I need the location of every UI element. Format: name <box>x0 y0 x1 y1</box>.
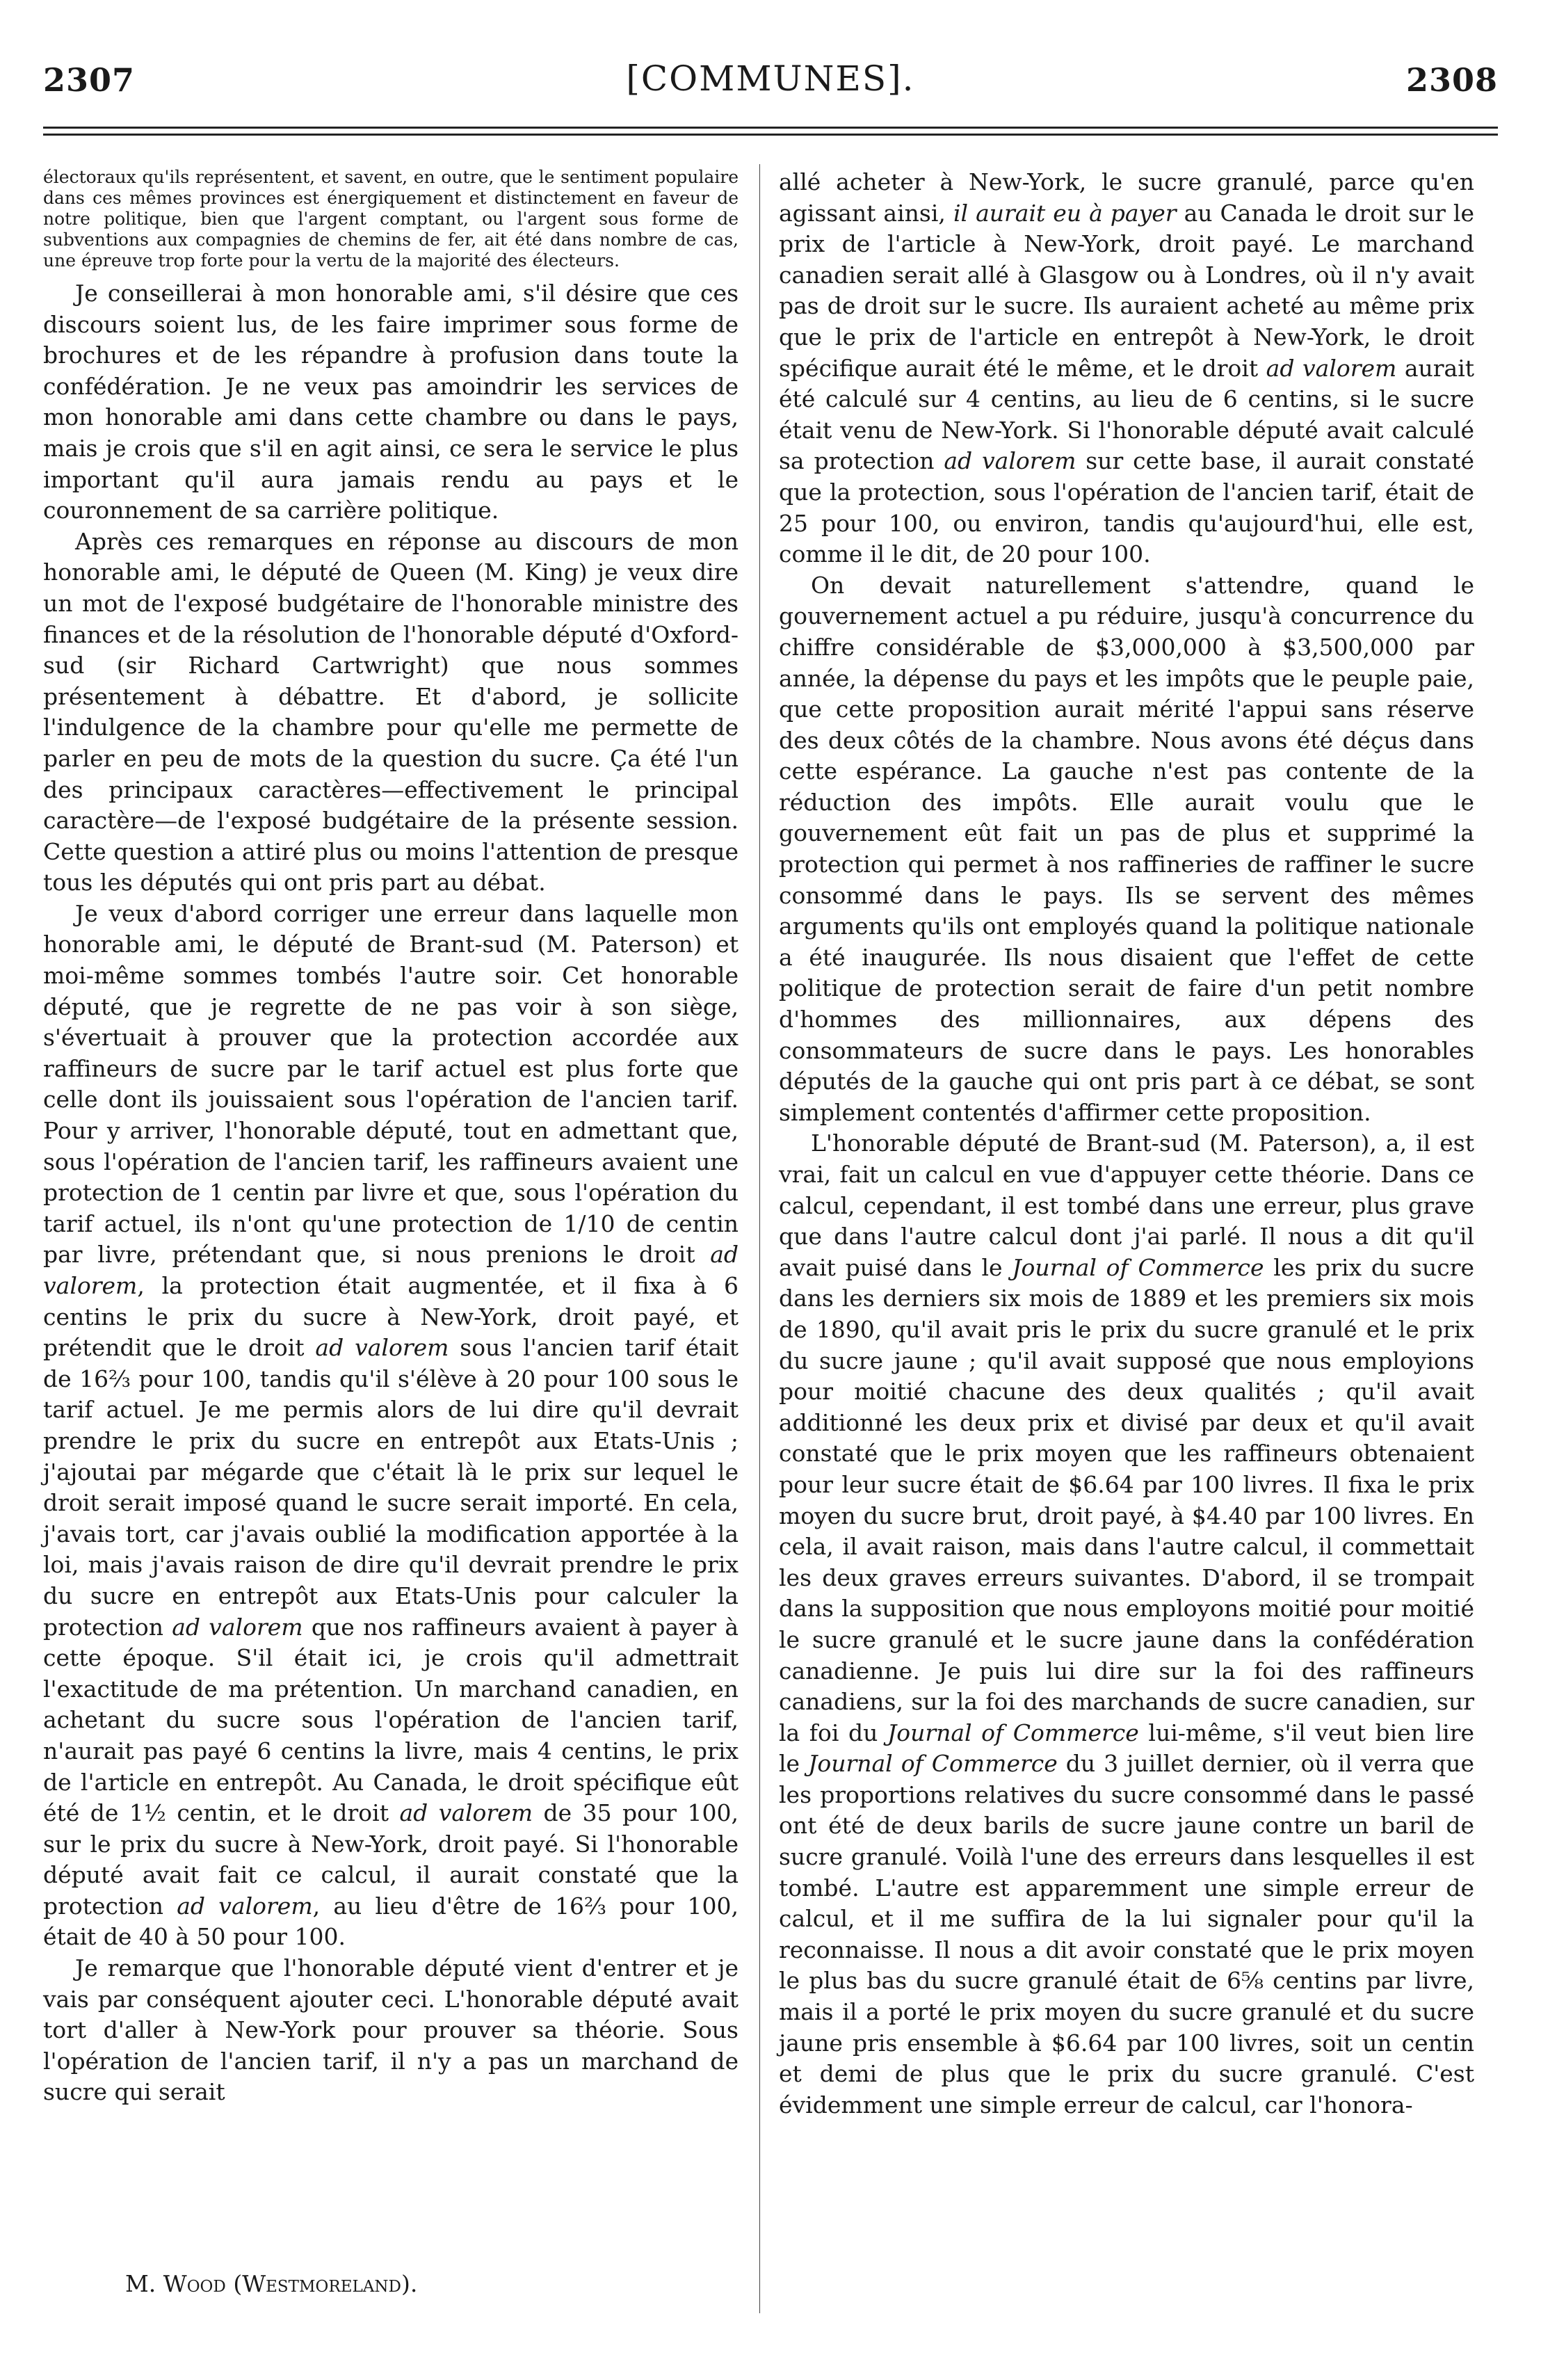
right-column <box>779 167 1474 2121</box>
text-run: du 3 juillet dernier, où il verra que les proportions relatives du sucre consommé dans le passé ont été de deux barils de sucre jaune contre un baril de sucre granulé. Voilà l'une des erreurs dans lesquelles il est tombé. L'autre est apparemment une simple erreur de calcul, et il me suffira de la lui signaler pour qu'il la reconnaisse. Il nous a dit avoir constaté que le prix moyen le plus bas du sucre granulé était de 6⅝ centins par livre, mais il a porté le prix moyen du sucre granulé et du sucre jaune pris ensemble à $6.64 par 100 livres, soit un centin et demi de plus que le prix du sucre granulé. C'est évidemment une simple erreur de calcul, car l'honora- <box>779 1750 1474 2118</box>
italic-term: Journal of Commerce <box>887 1719 1139 1746</box>
quoted-passage: électoraux qu'ils représentent, et savent, en outre, que le sentiment populaire dans ces mêmes provinces est énergiquement et distinctement en faveur de notre politique, bien que l'argent comptant, ou l'argent sous forme de subventions aux compagnies de chemins de fer, ait été dans nombre de cas, une épreuve trop forte pour la vertu de la majorité des électeurs. <box>43 167 739 271</box>
text-run: les prix du sucre dans les derniers six mois de 1889 et les premiers six mois de 1890, qu'il avait pris le prix du sucre granulé et le prix du sucre jaune ; qu'il avait supposé que nous employions pour moitié chacune des deux qualités ; qu'il avait additionné les deux prix et divisé par deux et qu'il avait constaté que le prix moyen que les raffineurs obtenaient pour leur sucre était de $6.64 par 100 livres. Il fixa le prix moyen du sucre brut, droit payé, à $4.40 par 100 livres. En cela, il avait raison, mais dans l'autre calcul, il commettait les deux graves erreurs suivantes. D'abord, il se trompait dans la supposition que nous employons moitié pour moitié le sucre granulé et le sucre jaune dans la confédération canadienne. Je puis lui dire sur la foi des raffineurs canadiens, sur la foi des marchands de sucre canadien, sur la foi du <box>779 1253 1474 1746</box>
text-run: , au lieu d'être de 16⅔ pour 100, était de 40 à 50 pour 100. <box>43 1892 739 1951</box>
paragraph <box>43 899 739 1953</box>
speaker-name: M. Wood (Westmoreland). <box>125 2270 418 2297</box>
paragraph: Après ces remarques en réponse au discours de mon honorable ami, le député de Queen (M. King) je veux dire un mot de l'exposé budgétaire de l'honorable ministre des finances et de la résolution de l'honorable député d'Oxford-sud (sir Richard Cartwright) que nous sommes présentement à débattre. Et d'abord, je sollicite l'indulgence de la chambre pour qu'elle me permette de parler en peu de mots de la question du sucre. Ça été l'un des principaux caractères—effectivement le principal caractère—de l'exposé budgétaire de la présente session. Cette question a attiré plus ou moins l'attention de presque tous les députés qui ont pris part au débat. <box>43 527 739 896</box>
header-rule-top <box>43 127 1498 129</box>
text-run: L'honorable député de Brant-sud (M. Paterson), a, il est vrai, fait un calcul en vue d'appuyer cette théorie. Dans ce calcul, cependant, il est tombé dans une erreur, plus grave que dans l'autre calcul dont j'ai parlé. Il nous a dit qu'il avait puisé dans le <box>779 1129 1474 1281</box>
paragraph: Je conseillerai à mon honorable ami, s'il désire que ces discours soient lus, de les faire imprimer sous forme de brochures et de les répandre à profusion dans toute la confédération. Je ne veux pas amoindrir les services de mon honorable ami dans cette chambre ou dans le pays, mais je crois que s'il en agit ainsi, ce sera le service le plus important qu'il aura jamais rendu au pays et le couronnement de sa carrière politique. <box>43 280 739 524</box>
paragraph: On devait naturellement s'attendre, quand le gouvernement actuel a pu réduire, jusqu'à concurrence du chiffre considérable de $3,000,000 à $3,500,000 par année, la dépense du pays et les impôts que le peuple paie, que cette proposition aurait mérité l'appui sans réserve des deux côtés de la chambre. Nous avons été déçus dans cette espérance. La gauche n'est pas contente de la réduction des impôts. Elle aurait voulu que le gouvernement eût fait un pas de plus et supprimé la protection qui permet à nos raffineries de raffiner le sucre consommé dans le pays. Ils se servent des mêmes arguments qu'ils ont employés quand la politique nationale a été inaugurée. Ils nous disaient que l'effet de cette politique de protection serait de faire d'un petit nombre d'hommes des millionnaires, aux dépens des consommateurs de sucre dans le pays. Les honorables députés de la gauche qui ont pris part à ce débat, se sont simplement contentés d'affirmer cette proposition. <box>779 571 1474 1126</box>
paragraph <box>779 167 1474 570</box>
text-run: lui-même, s'il veut bien lire le <box>779 1719 1475 1778</box>
text-run: allé acheter à New-York, le sucre granulé, parce qu'en agissant ainsi, <box>779 168 1474 227</box>
text-run: Je veux d'abord corriger une erreur dans laquelle mon honorable ami, le député de Brant-sud (M. Paterson) et moi-même sommes tombés l'autre soir. Cet honorable député, que je regrette de ne pas voir à son siège, s'évertuait à prouver que la protection accordée aux raffineurs de sucre par le tarif actuel est plus forte que celle dont ils jouissaient sous l'opération de l'ancien tarif. Pour y arriver, l'honorable député, tout en admettant que, sous l'opération de l'ancien tarif, les raffineurs avaient une protection de 1 centin par livre et que, sous l'opération du tarif actuel, ils n'ont qu'une protection de <box>43 899 739 1237</box>
text-run: de 35 pour 100, sur le prix du sucre à New-York, droit payé. Si l'honorable député avait fait ce calcul, il aurait constaté que la protection <box>43 1799 739 1920</box>
column-divider <box>759 164 760 2313</box>
text-run: au Canada le droit sur le prix de l'article à New-York, droit payé. Le marchand canadien serait allé à Glasgow ou à Londres, où il n'y avait pas de droit sur le sucre. Ils auraient acheté au même prix que le prix de l'article en entrepôt à New-York, le droit spécifique aurait été le même, et le droit <box>779 199 1474 382</box>
left-column <box>43 167 739 2108</box>
page-number-right: 2308 <box>1405 61 1498 99</box>
page-number-left: 2307 <box>43 61 136 99</box>
italic-term: ad valorem <box>177 1892 313 1920</box>
paragraph: Je remarque que l'honorable député vient d'entrer et je vais par conséquent ajouter ceci. L'honorable député avait tort d'aller à New-York pour prouver sa théorie. Sous l'opération de l'ancien tarif, il n'y a pas un marchand de sucre qui serait <box>43 1954 739 2106</box>
text-run: , la protection était augmentée, et il fixa à 6 centins le prix du sucre à New-York, droit payé, et prétendit que le droit <box>43 1272 739 1362</box>
italic-term: Journal of Commerce <box>1012 1253 1264 1281</box>
text-run: sous l'ancien tarif était de 16⅔ pour 100, tandis qu'il s'élève à 20 pour 100 sous le tarif actuel. Je me permis alors de lui dire qu'il devrait prendre le prix du sucre en entrepôt aux Etats-Unis ; j'ajoutai par mégarde que c'était là le prix sur lequel le droit serait imposé quand le sucre serait importé. En cela, j'avais tort, car j'avais oublié la modification apportée à la loi, mais j'avais raison de dire qu'il devrait prendre le prix du sucre en entrepôt aux Etats-Unis pour calculer la protection <box>43 1334 739 1641</box>
italic-term: Journal of Commerce <box>808 1750 1058 1778</box>
text-run: de centin par livre, prétendant que, si nous prenions le droit <box>43 1209 739 1269</box>
page-title: [COMMUNES]. <box>626 58 915 99</box>
text-run: que nos raffineurs avaient à payer à cette époque. S'il était ici, je crois qu'il admettrait l'exactitude de ma prétention. Un marchand canadien, en achetant du sucre sous l'opération de l'ancien tarif, n'aurait pas payé 6 centins la livre, mais 4 centins, le prix de l'article en entrepôt. Au Canada, le droit spécifique eût été de 1½ centin, et le droit <box>43 1613 739 1827</box>
header-rule-bottom <box>43 134 1498 136</box>
italic-term: ad valorem <box>43 1241 739 1299</box>
page-header <box>0 0 1541 111</box>
italic-term: ad valorem <box>399 1799 533 1827</box>
italic-term: ad valorem <box>1266 354 1397 382</box>
italic-term: ad valorem <box>944 447 1076 475</box>
text-run: aurait été calculé sur 4 centins, au lieu de 6 centins, si le sucre était venu de New-York. Si l'honorable député avait calculé sa protection <box>779 354 1475 475</box>
paragraph <box>779 1128 1474 2121</box>
italic-term: ad valorem <box>172 1613 303 1641</box>
italic-term: ad valorem <box>315 1334 449 1362</box>
text-run: sur cette base, il aurait constaté que la protection, sous l'opération de l'ancien tarif, était de 25 pour 100, ou environ, tandis qu'aujourd'hui, elle est, comme il le dit, de 20 pour 100. <box>779 447 1475 568</box>
italic-term: il aurait eu à payer <box>953 199 1177 227</box>
fraction: 1/10 <box>563 1209 615 1237</box>
